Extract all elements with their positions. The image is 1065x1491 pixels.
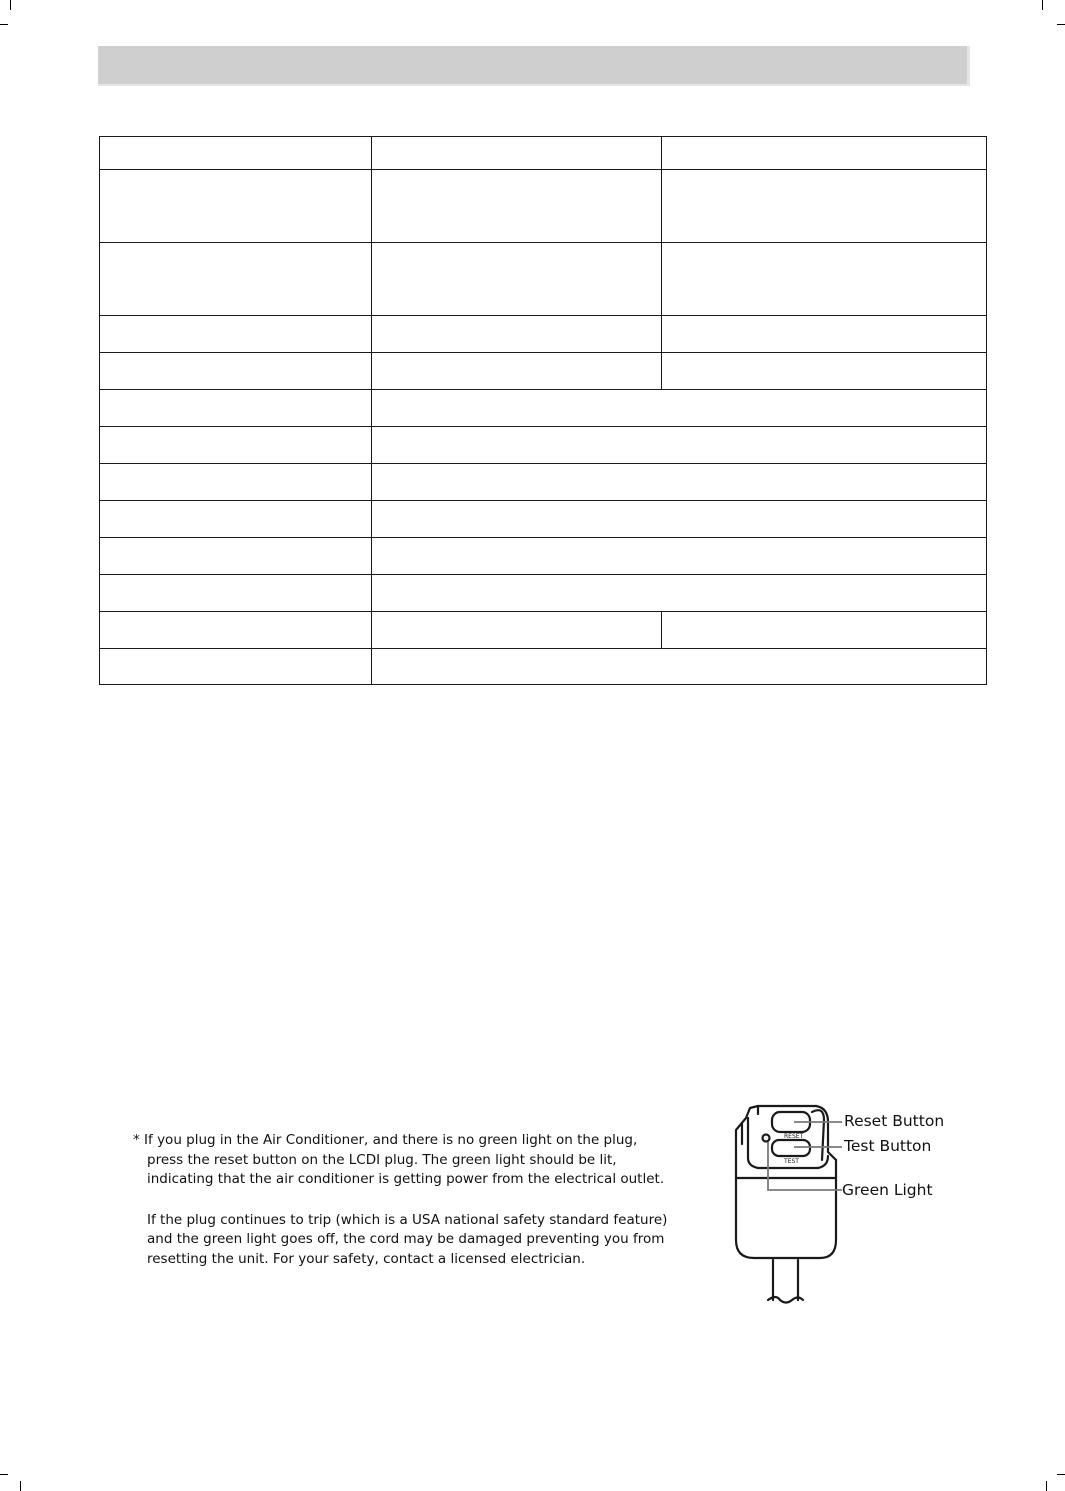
- table-cell: [662, 316, 987, 353]
- table-cell: [100, 501, 372, 538]
- table-cell: [662, 243, 987, 316]
- table-row: [100, 170, 987, 243]
- note-line: If the plug continues to trip (which is a USA national safety standard feature): [147, 1211, 668, 1228]
- section-header-bar: [98, 46, 970, 86]
- crop-mark: [1057, 24, 1065, 25]
- table-cell: [100, 137, 372, 170]
- crop-mark: [10, 0, 11, 10]
- table-row: [100, 538, 987, 575]
- note-line: resetting the unit. For your safety, contact a licensed electrician.: [147, 1250, 586, 1267]
- table-cell: [372, 538, 987, 575]
- table-cell: [372, 575, 987, 612]
- table-cell: [100, 390, 372, 427]
- table-row: [100, 501, 987, 538]
- table-cell: [100, 538, 372, 575]
- table-cell: [662, 612, 987, 649]
- table-cell: [372, 464, 987, 501]
- green-light-label: Green Light: [842, 1181, 933, 1199]
- table-row: [100, 137, 987, 170]
- crop-mark: [1042, 0, 1043, 10]
- table-cell: [100, 649, 372, 685]
- lcdi-note: [133, 1131, 673, 1269]
- specification-table: [99, 136, 987, 685]
- table-row: [100, 649, 987, 685]
- crop-mark: [1057, 1474, 1065, 1475]
- table-cell: [100, 612, 372, 649]
- crop-mark: [1046, 1481, 1047, 1491]
- table-cell: [372, 501, 987, 538]
- table-cell: [662, 353, 987, 390]
- table-row: [100, 612, 987, 649]
- table-cell: [100, 427, 372, 464]
- table-row: [100, 390, 987, 427]
- reset-mark-text: RESET: [784, 1133, 804, 1140]
- table-cell: [662, 137, 987, 170]
- plug-icon: [728, 1100, 968, 1305]
- table-cell: [100, 575, 372, 612]
- note-line: press the reset button on the LCDI plug. The green light should be lit,: [147, 1151, 617, 1168]
- table-row: [100, 427, 987, 464]
- table-cell: [100, 353, 372, 390]
- table-cell: [100, 170, 372, 243]
- table-cell: [372, 170, 662, 243]
- table-row: [100, 353, 987, 390]
- table-cell: [372, 390, 987, 427]
- table-row: [100, 464, 987, 501]
- table-cell: [372, 353, 662, 390]
- table-cell: [372, 243, 662, 316]
- note-line: * If you plug in the Air Conditioner, and there is no green light on the plug,: [133, 1132, 638, 1148]
- table-cell: [372, 137, 662, 170]
- note-line: indicating that the air conditioner is getting power from the electrical outlet.: [147, 1171, 665, 1187]
- table-row: [100, 575, 987, 612]
- test-mark-text: TEST: [784, 1158, 799, 1165]
- table-row: [100, 243, 987, 316]
- crop-mark: [20, 1481, 21, 1491]
- table-cell: [100, 316, 372, 353]
- table-cell: [372, 612, 662, 649]
- reset-button-label: Reset Button: [844, 1112, 945, 1130]
- crop-mark: [0, 1474, 8, 1475]
- test-button-label: Test Button: [844, 1137, 932, 1155]
- lcdi-plug-diagram: [728, 1100, 968, 1305]
- table-cell: [372, 427, 987, 464]
- table-cell: [100, 243, 372, 316]
- table-row: [100, 316, 987, 353]
- table-cell: [372, 316, 662, 353]
- table-cell: [100, 464, 372, 501]
- note-line: and the green light goes off, the cord may be damaged preventing you from: [147, 1231, 665, 1247]
- table-cell: [662, 170, 987, 243]
- table-cell: [372, 649, 987, 685]
- crop-mark: [0, 24, 8, 25]
